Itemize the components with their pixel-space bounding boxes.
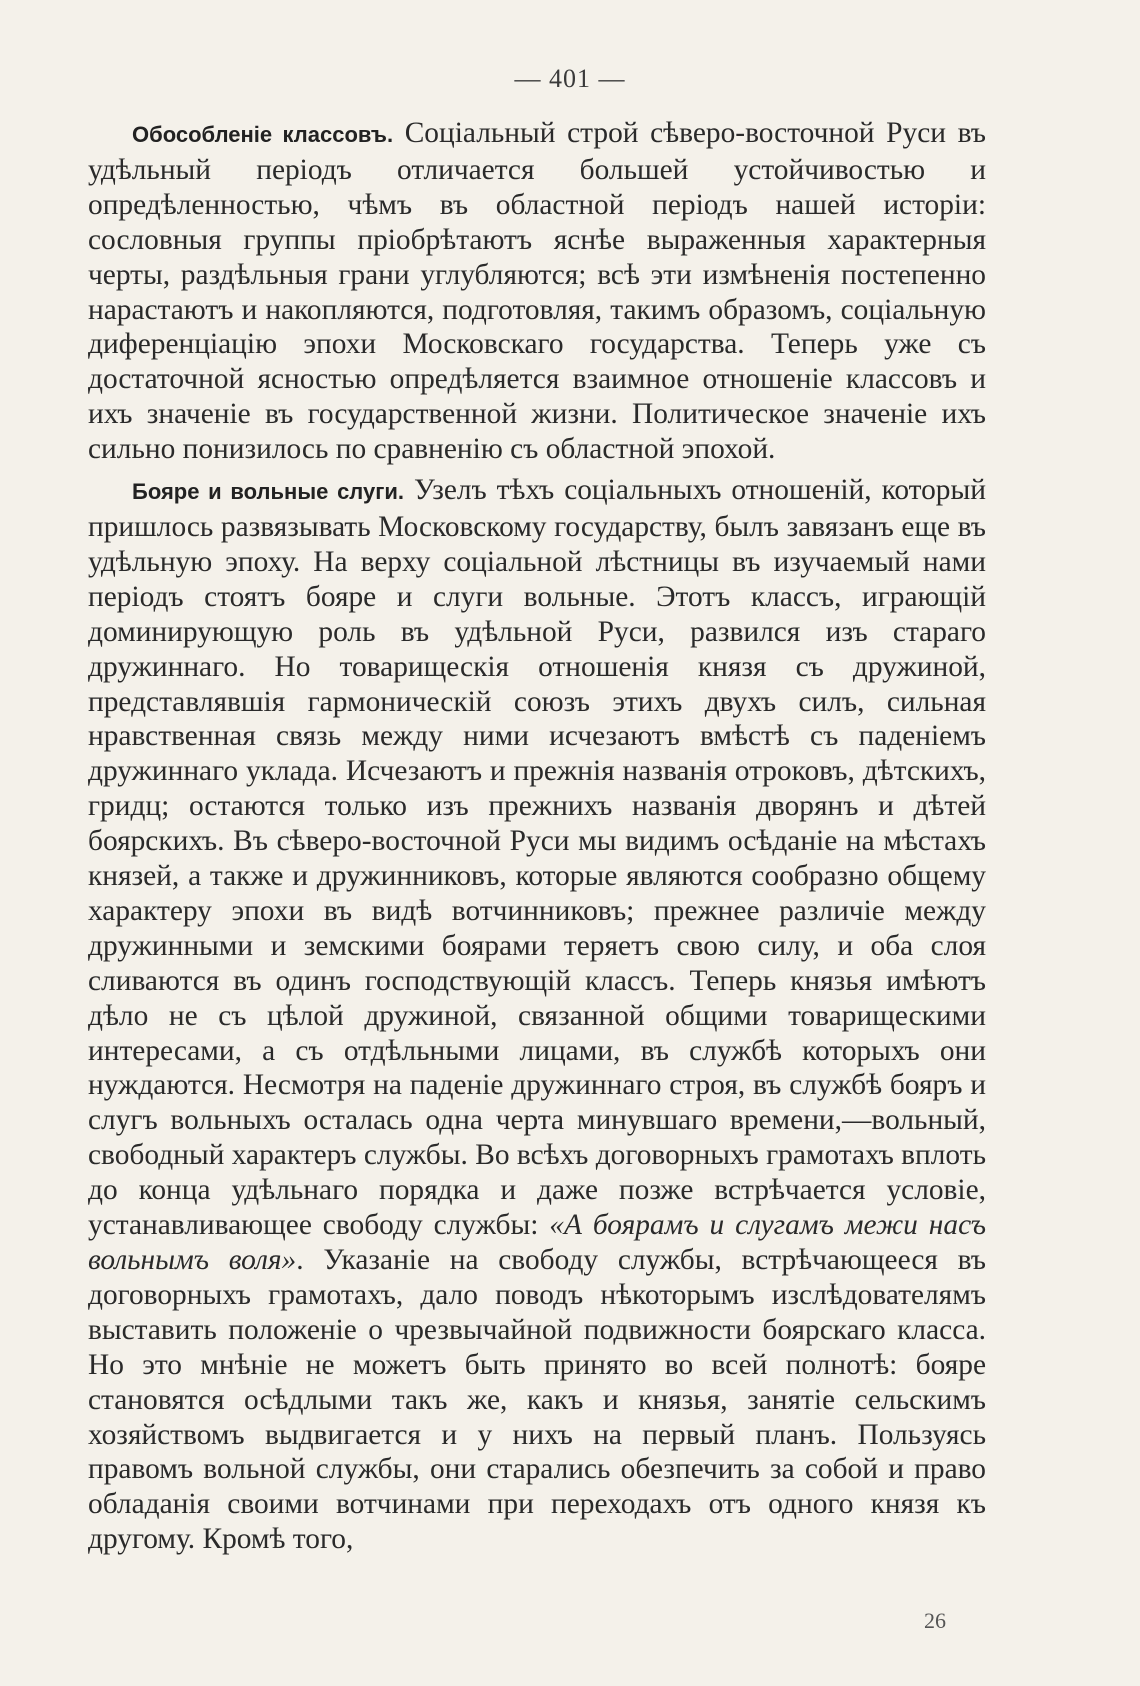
paragraph-text: Соціальный строй сѣверо-восточной Руси въ удѣльный періодъ отличается большей устойчивостью и опредѣленностью, чѣмъ въ областной періодъ нашей исторіи: сословныя группы пріобрѣтаютъ яснѣе выраженныя характерныя черты, раздѣльныя грани углубляются; всѣ эти измѣненія постепенно нарастаютъ и накопляются, подготовляя, такимъ образомъ, соціальную диференціацію эпохи Московскаго государства. Теперь уже съ достаточной ясностью опредѣляется взаимное отношеніе классовъ и ихъ значеніе въ государственной жизни. Политическое значеніе ихъ сильно понизилось по сравненію съ областной эпохой. [88,117,986,466]
paragraph-boyars [88,473,986,1557]
paragraph-text-continued: . Указаніе на свободу службы, встрѣчающееся въ договорныхъ грамотахъ, дало поводъ нѣкоторымъ изслѣдователямъ выставить положеніе о чрезвычайной подвижности боярскаго класса. Но это мнѣніе не можетъ быть принято во всей полнотѣ: бояре становятся осѣдлыми такъ же, какъ и князья, занятіе сельскимъ хозяйствомъ выдвигается и у нихъ на первый планъ. Пользуясь правомъ вольной службы, они старались обезпечить за собой и право обладанія своими вотчинами при переходахъ отъ одного князя къ другому. Кромѣ того, [88,1244,986,1556]
paragraph-class-separation [88,116,986,467]
printer-signature-mark: 26 [924,1608,946,1633]
body-text [88,116,986,1557]
treaty-quote: «А боярамъ и слугамъ межи насъ вольнымъ воля» [88,1209,986,1276]
section-heading-class-separation: Обособленіе классовъ. [132,122,394,147]
page-number: — 401 — [514,64,626,93]
paragraph-text: Узелъ тѣхъ соціальныхъ отношеній, который пришлось развязывать Московскому государству, былъ завязанъ еще въ удѣльную эпоху. На верху соціальной лѣстницы въ изучаемый нами періодъ стоятъ бояре и слуги вольные. Этотъ классъ, играющій доминирующую роль въ удѣльной Руси, развился изъ стараго дружиннаго. Но товарищескія отношенія князя съ дружиной, представлявшія гармоническій союзъ этихъ двухъ силъ, сильная нравственная связь между ними исчезаютъ вмѣстѣ съ паденіемъ дружиннаго уклада. Исчезаютъ и прежнія названія отроковъ, дѣтскихъ, гридц; остаются только изъ прежнихъ названія дворянъ и дѣтей боярскихъ. Въ сѣверо-восточной Руси мы видимъ осѣданіе на мѣстахъ князей, а также и дружинниковъ, которые являются сообразно общему характеру эпохи въ видѣ вотчинниковъ; прежнее различіе между дружинными и земскими боярами теряетъ свою силу, и оба слоя сливаются въ одинъ господствующій классъ. Теперь князья имѣютъ дѣло не съ цѣлой дружиной, связанной общими товарищескими интересами, а съ отдѣльными лицами, въ службѣ которыхъ они нуждаются. Несмотря на паденіе дружиннаго строя, въ службѣ бояръ и слугъ вольныхъ осталась одна черта минувшаго времени,—вольный, свободный характеръ службы. Во всѣхъ договорныхъ грамотахъ вплоть до конца удѣльнаго порядка и даже позже встрѣчается условіе, устанавливающее свободу службы: [88,474,986,1242]
section-heading-boyars: Бояре и вольные слуги. [132,479,405,505]
